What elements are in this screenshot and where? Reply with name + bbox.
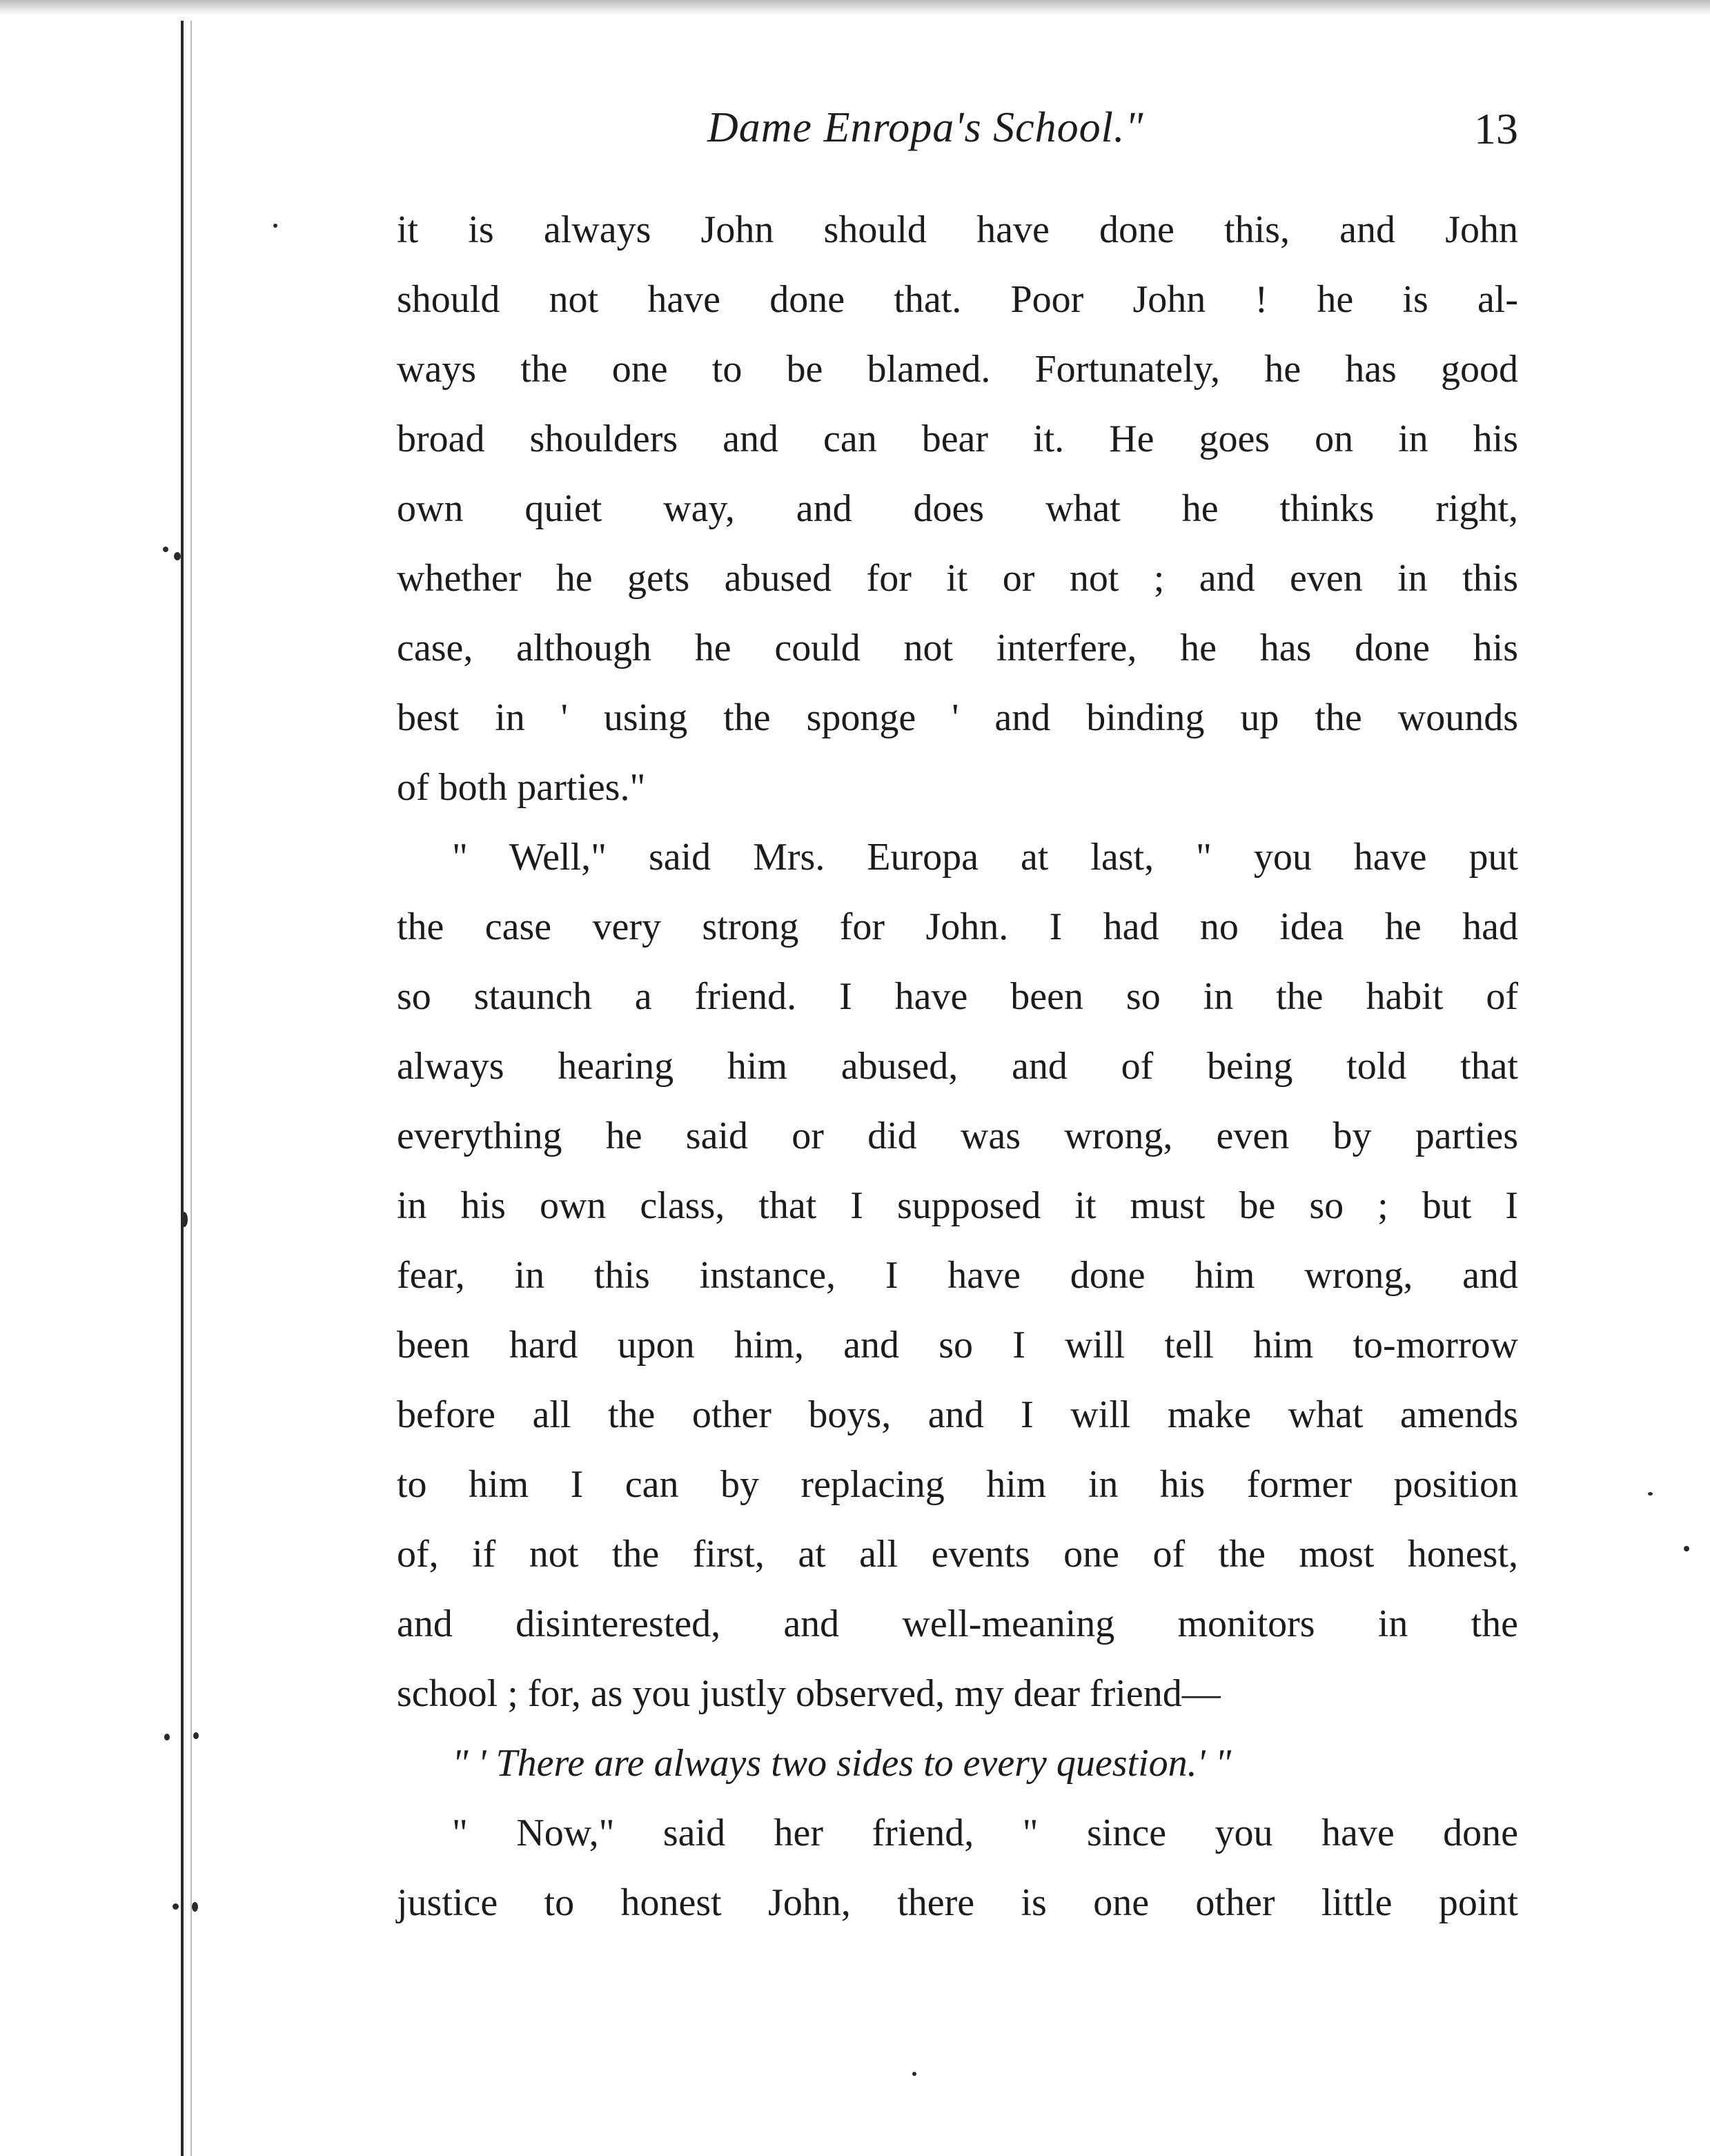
text-line: " Now," said her friend, " since you have done: [452, 1812, 1518, 1854]
page-number: 13: [1474, 104, 1518, 153]
text-line: and disinterested, and well-meaning monitors in the: [397, 1603, 1518, 1645]
text-line: broad shoulders and can bear it. He goes on in his: [397, 418, 1518, 460]
text-line: been hard upon him, and so I will tell him to-morrow: [397, 1324, 1518, 1366]
text-line: to him I can by replacing him in his former position: [397, 1463, 1518, 1506]
text-line: it is always John should have done this, and John: [397, 208, 1518, 251]
margin-speck: [164, 1734, 170, 1741]
text-line: should not have done that. Poor John ! he is al-: [397, 278, 1518, 321]
text-line: of both parties.": [397, 766, 646, 809]
text-line: school ; for, as you justly observed, my dear friend—: [397, 1672, 1221, 1715]
text-line: of, if not the first, at all events one of the most honest,: [397, 1533, 1518, 1576]
margin-speck: [1684, 1546, 1689, 1551]
margin-speck: [174, 552, 181, 560]
margin-speck: [193, 1732, 199, 1739]
margin-speck: [1648, 1492, 1653, 1496]
body-text: [397, 195, 1518, 1938]
text-line: ways the one to be blamed. Fortunately, he has good: [397, 348, 1518, 391]
text-line: fear, in this instance, I have done him wrong, and: [397, 1254, 1518, 1297]
text-line: own quiet way, and does what he thinks right,: [397, 487, 1518, 530]
text-line: justice to honest John, there is one other little point: [397, 1881, 1518, 1924]
binding-edge-line-faint: [190, 21, 192, 2156]
margin-speck: [163, 547, 168, 552]
margin-speck: [273, 224, 277, 228]
text-line: everything he said or did was wrong, even by parties: [397, 1115, 1518, 1157]
text-line: in his own class, that I supposed it must be so ; but I: [397, 1184, 1518, 1227]
text-line: always hearing him abused, and of being told that: [397, 1045, 1518, 1088]
text-line: best in ' using the sponge ' and binding up the wounds: [397, 696, 1518, 739]
page-header: [397, 104, 1518, 166]
binding-edge-line: [181, 21, 184, 2156]
page-edge-shadow: [0, 0, 1710, 15]
text-line: case, although he could not interfere, he has done his: [397, 627, 1518, 669]
text-line: the case very strong for John. I had no idea he had: [397, 905, 1518, 948]
running-head: Dame Enropa's School.": [707, 104, 1144, 151]
margin-speck: [192, 1902, 198, 1912]
text-line: " Well," said Mrs. Europa at last, " you have put: [452, 836, 1518, 879]
text-line: before all the other boys, and I will make what amends: [397, 1393, 1518, 1436]
margin-speck: [181, 1212, 188, 1227]
margin-speck: [173, 1903, 179, 1910]
text-line: whether he gets abused for it or not ; and even in this: [397, 557, 1518, 600]
text-line: so staunch a friend. I have been so in the habit of: [397, 975, 1518, 1018]
margin-speck: [912, 2072, 916, 2076]
quoted-line: " ' There are always two sides to every question.' ": [452, 1742, 1232, 1785]
